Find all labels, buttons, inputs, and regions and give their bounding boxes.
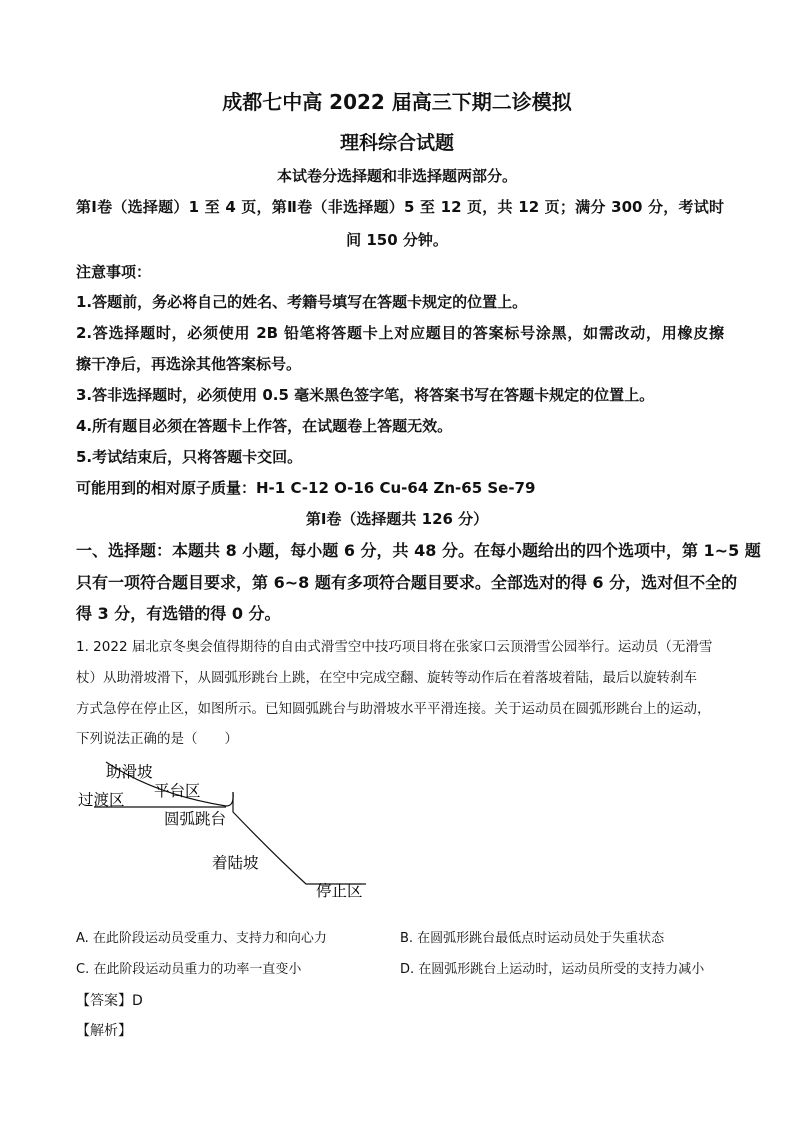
section-heading: 第Ⅰ卷（选择题共 126 分） <box>305 510 489 528</box>
intro-line: 间 150 分钟。 <box>346 231 448 249</box>
intro-line: 第Ⅰ卷（选择题）1 至 4 页，第Ⅱ卷（非选择题）5 至 12 页，共 12 页；满分 300 分，考试时 <box>76 198 724 216</box>
notice-item: 擦干净后，再选涂其他答案标号。 <box>76 355 302 373</box>
label-jump: 圆弧跳台 <box>164 810 227 828</box>
notice-item: 4.所有题目必须在答题卡上作答，在试题卷上答题无效。 <box>76 417 453 435</box>
section-instructions: 一、选择题：本题共 8 小题，每小题 6 分，共 48 分。在每小题给出的四个选项中，第 1~5 题 <box>76 541 761 560</box>
atomic-masses: 可能用到的相对原子质量：H-1 C-12 O-16 Cu-64 Zn-65 Se-79 <box>76 479 536 497</box>
analysis-label: 【解析】 <box>76 1023 132 1039</box>
notice-item: 3.答非选择题时，必须使用 0.5 毫米黑色签字笔，将答案书写在答题卡规定的位置上。 <box>76 386 655 404</box>
label-transition: 过渡区 <box>78 791 125 809</box>
option-c[interactable]: C. 在此阶段运动员重力的功率一直变小 <box>76 962 302 977</box>
answer-label: 【答案】D <box>76 993 143 1009</box>
label-platform: 平台区 <box>154 782 201 800</box>
label-slope: 助滑坡 <box>106 763 153 781</box>
question-stem: 下列说法正确的是（ ） <box>76 731 238 747</box>
option-a[interactable]: A. 在此阶段运动员受重力、支持力和向心力 <box>76 931 327 946</box>
ski-jump-diagram <box>76 756 376 906</box>
question-stem: 杖）从助滑坡滑下，从圆弧形跳台上跳，在空中完成空翻、旋转等动作后在着落坡着陆，最后以旋转刹车 <box>76 670 697 686</box>
page-subtitle: 理科综合试题 <box>339 132 454 154</box>
question-stem: 方式急停在停止区，如图所示。已知圆弧跳台与助滑坡水平平滑连接。关于运动员在圆弧形跳台上的运动， <box>76 701 711 717</box>
section-instructions: 只有一项符合题目要求，第 6~8 题有多项符合题目要求。全部选对的得 6 分，选对但不全的 <box>76 573 738 592</box>
intro-line: 本试卷分选择题和非选择题两部分。 <box>276 167 517 185</box>
option-b[interactable]: B. 在圆弧形跳台最低点时运动员处于失重状态 <box>400 931 665 946</box>
label-landing: 着陆坡 <box>212 854 259 872</box>
notice-item: 2.答选择题时，必须使用 2B 铅笔将答题卡上对应题目的答案标号涂黑，如需改动，用橡皮擦 <box>76 324 724 342</box>
notice-item: 5.考试结束后，只将答题卡交回。 <box>76 448 303 466</box>
notice-heading: 注意事项： <box>76 263 152 281</box>
section-instructions: 得 3 分，有选错的得 0 分。 <box>76 604 281 623</box>
label-stop: 停止区 <box>316 882 363 900</box>
question-stem: 1. 2022 届北京冬奥会值得期待的自由式滑雪空中技巧项目将在张家口云顶滑雪公园举行。运动员（无滑雪 <box>76 639 713 655</box>
page-title: 成都七中高 2022 届高三下期二诊模拟 <box>222 90 572 114</box>
notice-item: 1.答题前，务必将自己的姓名、考籍号填写在答题卡规定的位置上。 <box>76 293 528 311</box>
jump-arc <box>226 792 233 806</box>
option-d[interactable]: D. 在圆弧形跳台上运动时，运动员所受的支持力减小 <box>400 962 705 977</box>
